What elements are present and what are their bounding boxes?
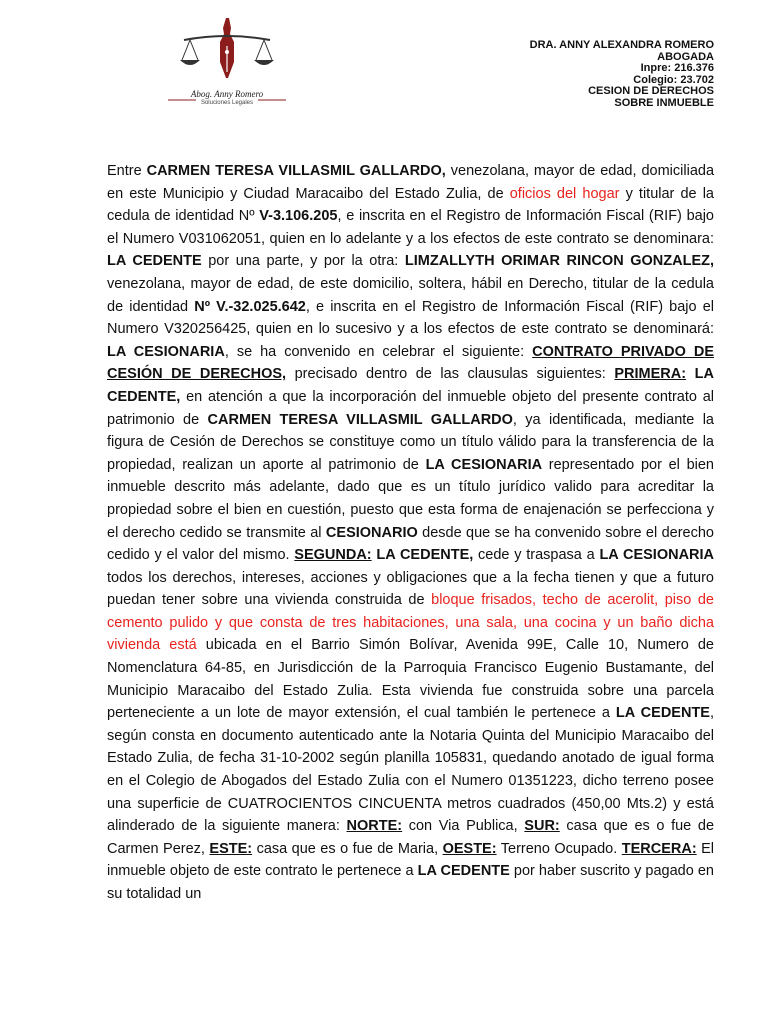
text-run: ESTE: bbox=[209, 840, 253, 857]
document-header bbox=[530, 40, 714, 110]
text-run: Entre bbox=[107, 163, 147, 179]
text-run: en atención a que la incorporación del inmueble objeto del presente contrato al patrimonio de bbox=[107, 388, 714, 428]
text-run: cede y traspasa a bbox=[473, 547, 600, 564]
text-run: V-3.106.205 bbox=[259, 208, 338, 225]
text-run: LIMZALLYTH ORIMAR RINCON GONZALEZ, bbox=[404, 253, 714, 270]
text-run: LA CEDENTE, bbox=[107, 366, 714, 405]
text-run: LA CESIONARIA bbox=[599, 547, 715, 564]
contract-body bbox=[107, 160, 714, 906]
text-run: por una parte, y por la otra: bbox=[201, 253, 405, 270]
text-run: LA CEDENTE, bbox=[376, 547, 474, 564]
text-run: precisado dentro de las clausulas siguientes: bbox=[286, 366, 615, 383]
text-run: con Via Publica, bbox=[402, 818, 525, 835]
text-run: venezolana, mayor de edad, domiciliada en este Municipio y Ciudad Maracaibo del Estado Zulia, de bbox=[107, 163, 715, 202]
text-run: SUR: bbox=[524, 818, 560, 835]
header-colegio: Colegio: 23.702 bbox=[633, 73, 714, 86]
text-run: CARMEN TERESA VILLASMIL GALLARDO, bbox=[146, 163, 446, 179]
header-document-subject: SOBRE INMUEBLE bbox=[614, 96, 714, 109]
text-run: OESTE: bbox=[442, 840, 497, 857]
text-run: todos los derechos, intereses, acciones y obligaciones que a la fecha tienen y que a futuro puedan tener sobre una vivienda construida de bbox=[107, 569, 714, 609]
contract-paragraph bbox=[107, 160, 714, 906]
text-run: desde que se ha convenido sobre el derecho cedido y el valor del mismo. bbox=[107, 524, 714, 564]
text-run: , se ha convenido en celebrar el siguiente: bbox=[224, 343, 533, 360]
text-run: LA CEDENTE bbox=[615, 705, 710, 722]
header-inpre: Inpre: 216.376 bbox=[640, 62, 714, 75]
text-run: Nº V.-32.025.642 bbox=[194, 298, 306, 315]
text-run: El inmueble objeto de este contrato le pertenece a bbox=[107, 840, 715, 880]
text-run: venezolana, mayor de edad, de este domicilio, soltera, hábil en Derecho, titular de la cedula de identidad bbox=[107, 275, 714, 315]
text-run: y titular de la cedula de identidad Nº bbox=[107, 185, 714, 225]
text-run: oficios del hogar bbox=[509, 185, 620, 202]
law-firm-logo bbox=[168, 12, 286, 108]
header-title: ABOGADA bbox=[657, 50, 714, 63]
header-lawyer-name: DRA. ANNY ALEXANDRA ROMERO bbox=[529, 39, 714, 51]
text-run: representado por el bien inmueble descrito más adelante, dado que es un título jurídico valido para acreditar la propiedad sobre el bien en cuestión, puesto que esta forma de enajenación se perfecciona y el derecho cedido se transmite al bbox=[107, 456, 714, 541]
text-run: CONTRATO PRIVADO DE CESIÓN DE DERECHOS, bbox=[107, 343, 714, 383]
logo-name: Abog. Anny Romero bbox=[190, 89, 264, 99]
text-run: casa que es o fue de Maria, bbox=[252, 840, 443, 857]
text-run: LA CESIONARIA bbox=[107, 343, 225, 360]
text-run: PRIMERA: bbox=[614, 366, 687, 383]
text-run: , según consta en documento autenticado ante la Notaria Quinta del Municipio Maracaibo del Estado Zulia, de fecha 31-10-2002 según planilla 105831, quedando anotado de igual forma en el Colegio de Abogados del Estado Zulia con el Numero 01351223, dicho terreno posee una superficie de CUATROCIENTOS CINCUENTA metros cuadrados (450,00 Mts.2) y está alinderado de la siguiente manera: bbox=[107, 705, 715, 835]
text-run: CESIONARIO bbox=[325, 524, 418, 541]
text-run bbox=[686, 366, 695, 382]
header-document-type: CESION DE DERECHOS bbox=[588, 85, 714, 98]
text-run: Terreno Ocupado. bbox=[496, 840, 622, 857]
text-run: bloque frisados, techo de acerolit, piso de cemento pulido y que consta de tres habitaciones, una sala, una cocina y un baño dicha vivienda está bbox=[107, 592, 714, 654]
text-run: LA CEDENTE bbox=[107, 253, 202, 270]
text-run: SEGUNDA: bbox=[294, 547, 372, 564]
logo-subtitle: Soluciones Legales bbox=[200, 100, 254, 106]
text-run: , e inscrita en el Registro de Información Fiscal (RIF) bajo el Numero V031062051, quien en lo adelante y a los efectos de este contrato se denominara: bbox=[107, 208, 714, 247]
text-run: casa que es o fue de Carmen Perez, bbox=[107, 818, 715, 857]
text-run: ubicada en el Barrio Simón Bolívar, Avenida 99E, Calle 10, Numero de Nomenclatura 64-85, en Jurisdicción de la Parroquia Francisco Eugenio Bustamante, del Municipio Maracaibo del Estado Zulia. Esta vivienda fue construida sobre una parcela perteneciente a un lote de mayor extensión, el cual también le pertenece a bbox=[107, 637, 714, 722]
text-run: CARMEN TERESA VILLASMIL GALLARDO bbox=[207, 411, 513, 428]
text-run: por haber suscrito y pagado en su totalidad un bbox=[107, 863, 715, 902]
text-run: TERCERA: bbox=[621, 840, 697, 857]
text-run: , e inscrita en el Registro de Información Fiscal (RIF) bajo el Numero V320256425, quien en lo sucesivo y a los efectos de este contrato se denominará: bbox=[107, 298, 714, 338]
text-run: LA CESIONARIA bbox=[425, 456, 543, 473]
text-run: LA CEDENTE bbox=[417, 863, 510, 880]
text-run: , ya identificada, mediante la figura de Cesión de Derechos se constituye como un título válido para la transferencia de la propiedad, realizan un aporte al patrimonio de bbox=[107, 411, 714, 473]
text-run: NORTE: bbox=[346, 818, 403, 835]
